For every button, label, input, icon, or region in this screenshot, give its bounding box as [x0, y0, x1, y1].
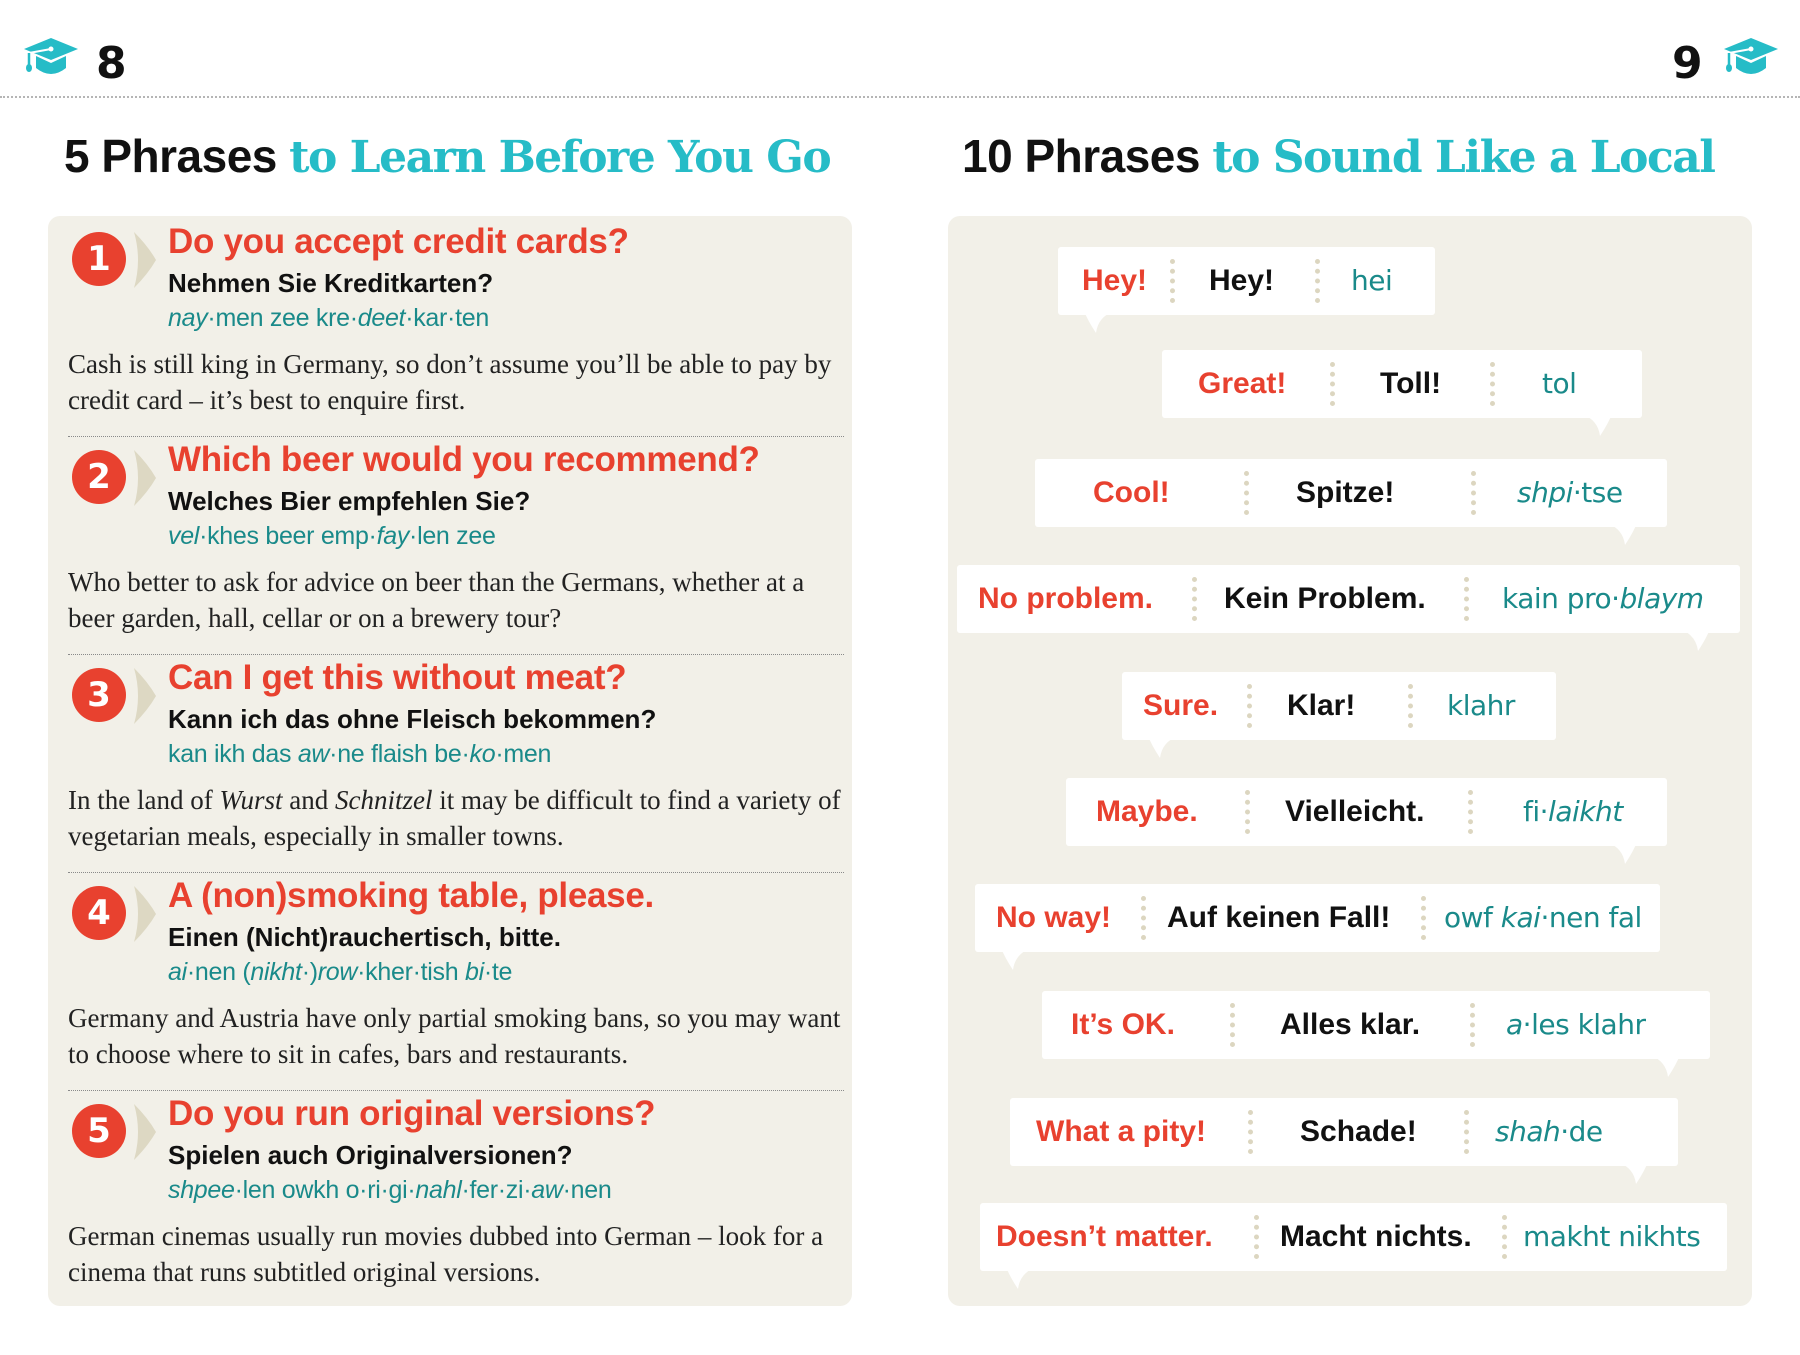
bubble-pronunciation: owf kai·nen fal [1444, 901, 1642, 934]
right-title-lead: 10 Phrases [962, 130, 1200, 182]
phrase-note: Who better to ask for advice on beer than the Germans, whether at a beer garden, hall, cellar or on a brewery tour? [68, 567, 805, 633]
bubble-dotted-divider [1245, 790, 1250, 834]
bubble-german: Macht nichts. [1280, 1220, 1472, 1253]
chevron-right-icon [132, 1104, 158, 1160]
bubble-pronunciation: shah·de [1495, 1115, 1603, 1148]
bubble-tail [1582, 414, 1612, 436]
bubble-tail [1650, 1055, 1680, 1077]
number-badge: 4 [72, 886, 126, 940]
phrase-bubble [1010, 1098, 1678, 1166]
bubble-dotted-divider [1490, 362, 1495, 406]
bubble-dotted-divider [1408, 684, 1413, 728]
phrase-bubble [1035, 459, 1667, 527]
phrase-bubble [957, 565, 1740, 633]
phrase-german: Einen (Nicht)rauchertisch, bitte. [168, 922, 561, 952]
left-title-accent: to Learn Before You Go [289, 132, 831, 183]
bubble-dotted-divider [1470, 1003, 1475, 1047]
phrase-dotted-divider [68, 872, 844, 873]
bubble-german: Kein Problem. [1224, 582, 1426, 615]
bubble-dotted-divider [1244, 471, 1249, 515]
bubble-dotted-divider [1471, 471, 1476, 515]
graduation-cap-icon [1722, 36, 1780, 78]
bubble-english: Great! [1198, 367, 1287, 400]
bubble-english: Maybe. [1096, 795, 1198, 828]
phrase-bubble [1058, 247, 1435, 315]
bubble-dotted-divider [1330, 362, 1335, 406]
chevron-right-icon [132, 232, 158, 288]
phrase-english: Do you accept credit cards? [168, 222, 629, 261]
bubble-german: Vielleicht. [1285, 795, 1425, 828]
bubble-dotted-divider [1248, 1110, 1253, 1154]
phrase-bubble [1162, 350, 1642, 418]
bubble-dotted-divider [1170, 259, 1175, 303]
header-dotted-rule [0, 96, 1800, 98]
bubble-dotted-divider [1192, 577, 1197, 621]
graduation-cap-icon [22, 36, 80, 78]
phrase-pronunciation: ai·nen (nikht·)row·kher·tish bi·te [168, 958, 513, 986]
phrase-english: Which beer would you recommend? [168, 440, 760, 479]
phrase-bubble [1066, 778, 1667, 846]
number-badge: 2 [72, 450, 126, 504]
chevron-right-icon [132, 886, 158, 942]
phrase-dotted-divider [68, 436, 844, 437]
bubble-pronunciation: fi·laikht [1523, 795, 1623, 828]
phrase-german: Welches Bier empfehlen Sie? [168, 486, 531, 516]
number-badge: 3 [72, 668, 126, 722]
bubble-tail [1618, 1162, 1648, 1184]
phrase-german: Kann ich das ohne Fleisch bekommen? [168, 704, 657, 734]
bubble-german: Toll! [1380, 367, 1442, 400]
number-badge: 5 [72, 1104, 126, 1158]
bubble-dotted-divider [1468, 790, 1473, 834]
phrase-note: Cash is still king in Germany, so don’t assume you’ll be able to pay by credit card – it’s best to enquire first. [68, 349, 832, 415]
bubble-english: Sure. [1143, 689, 1219, 722]
phrase-dotted-divider [68, 654, 844, 655]
bubble-german: Alles klar. [1280, 1008, 1421, 1041]
bubble-english: Hey! [1082, 264, 1148, 297]
bubble-dotted-divider [1247, 684, 1252, 728]
phrase-bubble [975, 884, 1660, 952]
phrase-bubble [1122, 672, 1556, 740]
page-number-right: 9 [1672, 38, 1703, 89]
phrase-note: German cinemas usually run movies dubbed into German – look for a cinema that runs subtitled original versions. [68, 1221, 824, 1287]
bubble-pronunciation: kain pro·blaym [1502, 582, 1704, 615]
bubble-dotted-divider [1315, 259, 1320, 303]
phrase-dotted-divider [68, 1090, 844, 1091]
right-section-title [962, 128, 1715, 186]
phrase-bubble [1042, 991, 1710, 1059]
phrase-pronunciation: nay·men zee kre·deet·kar·ten [168, 304, 489, 332]
right-title-accent: to Sound Like a Local [1212, 132, 1715, 183]
phrase-note: In the land of Wurst and Schnitzel it may be difficult to find a variety of vegetarian meals, especially in smaller towns. [68, 785, 841, 851]
bubble-english: No problem. [978, 582, 1154, 615]
bubble-pronunciation: shpi·tse [1517, 476, 1623, 509]
chevron-right-icon [132, 450, 158, 506]
left-title-lead: 5 Phrases [64, 130, 277, 182]
number-badge: 1 [72, 232, 126, 286]
bubble-german: Hey! [1209, 264, 1275, 297]
bubble-dotted-divider [1421, 896, 1426, 940]
bubble-dotted-divider [1464, 577, 1469, 621]
phrase-english: Can I get this without meat? [168, 658, 627, 697]
bubble-dotted-divider [1464, 1110, 1469, 1154]
page-number-left: 8 [96, 38, 127, 89]
bubble-german: Auf keinen Fall! [1167, 901, 1391, 934]
phrase-german: Spielen auch Originalversionen? [168, 1140, 573, 1170]
bubble-german: Klar! [1287, 689, 1356, 722]
phrase-english: A (non)smoking table, please. [168, 876, 654, 915]
phrase-pronunciation: kan ikh das aw·ne flaish be·ko·men [168, 740, 552, 768]
bubble-dotted-divider [1230, 1003, 1235, 1047]
bubble-english: It’s OK. [1071, 1008, 1175, 1041]
phrase-note: Germany and Austria have only partial smoking bans, so you may want to choose where to sit in cafes, bars and restaurants. [68, 1003, 841, 1069]
bubble-german: Spitze! [1296, 476, 1395, 509]
bubble-dotted-divider [1254, 1215, 1259, 1259]
bubble-dotted-divider [1502, 1215, 1507, 1259]
bubble-german: Schade! [1300, 1115, 1417, 1148]
bubble-english: Cool! [1093, 476, 1170, 509]
bubble-pronunciation: makht nikhts [1523, 1220, 1701, 1253]
phrase-pronunciation: shpee·len owkh o·ri·gi·nahl·fer·zi·aw·nen [168, 1176, 612, 1204]
phrase-pronunciation: vel·khes beer emp·fay·len zee [168, 522, 496, 550]
bubble-english: Doesn’t matter. [996, 1220, 1213, 1253]
phrase-english: Do you run original versions? [168, 1094, 656, 1133]
phrase-bubble [980, 1203, 1727, 1271]
bubble-pronunciation: a·les klahr [1506, 1008, 1646, 1041]
bubble-dotted-divider [1141, 896, 1146, 940]
phrase-german: Nehmen Sie Kreditkarten? [168, 268, 494, 298]
left-section-title [64, 128, 830, 186]
bubble-pronunciation: hei [1351, 264, 1393, 297]
bubble-english: No way! [996, 901, 1112, 934]
bubble-english: What a pity! [1036, 1115, 1206, 1148]
bubble-pronunciation: klahr [1447, 689, 1515, 722]
bubble-pronunciation: tol [1542, 367, 1577, 400]
chevron-right-icon [132, 668, 158, 724]
